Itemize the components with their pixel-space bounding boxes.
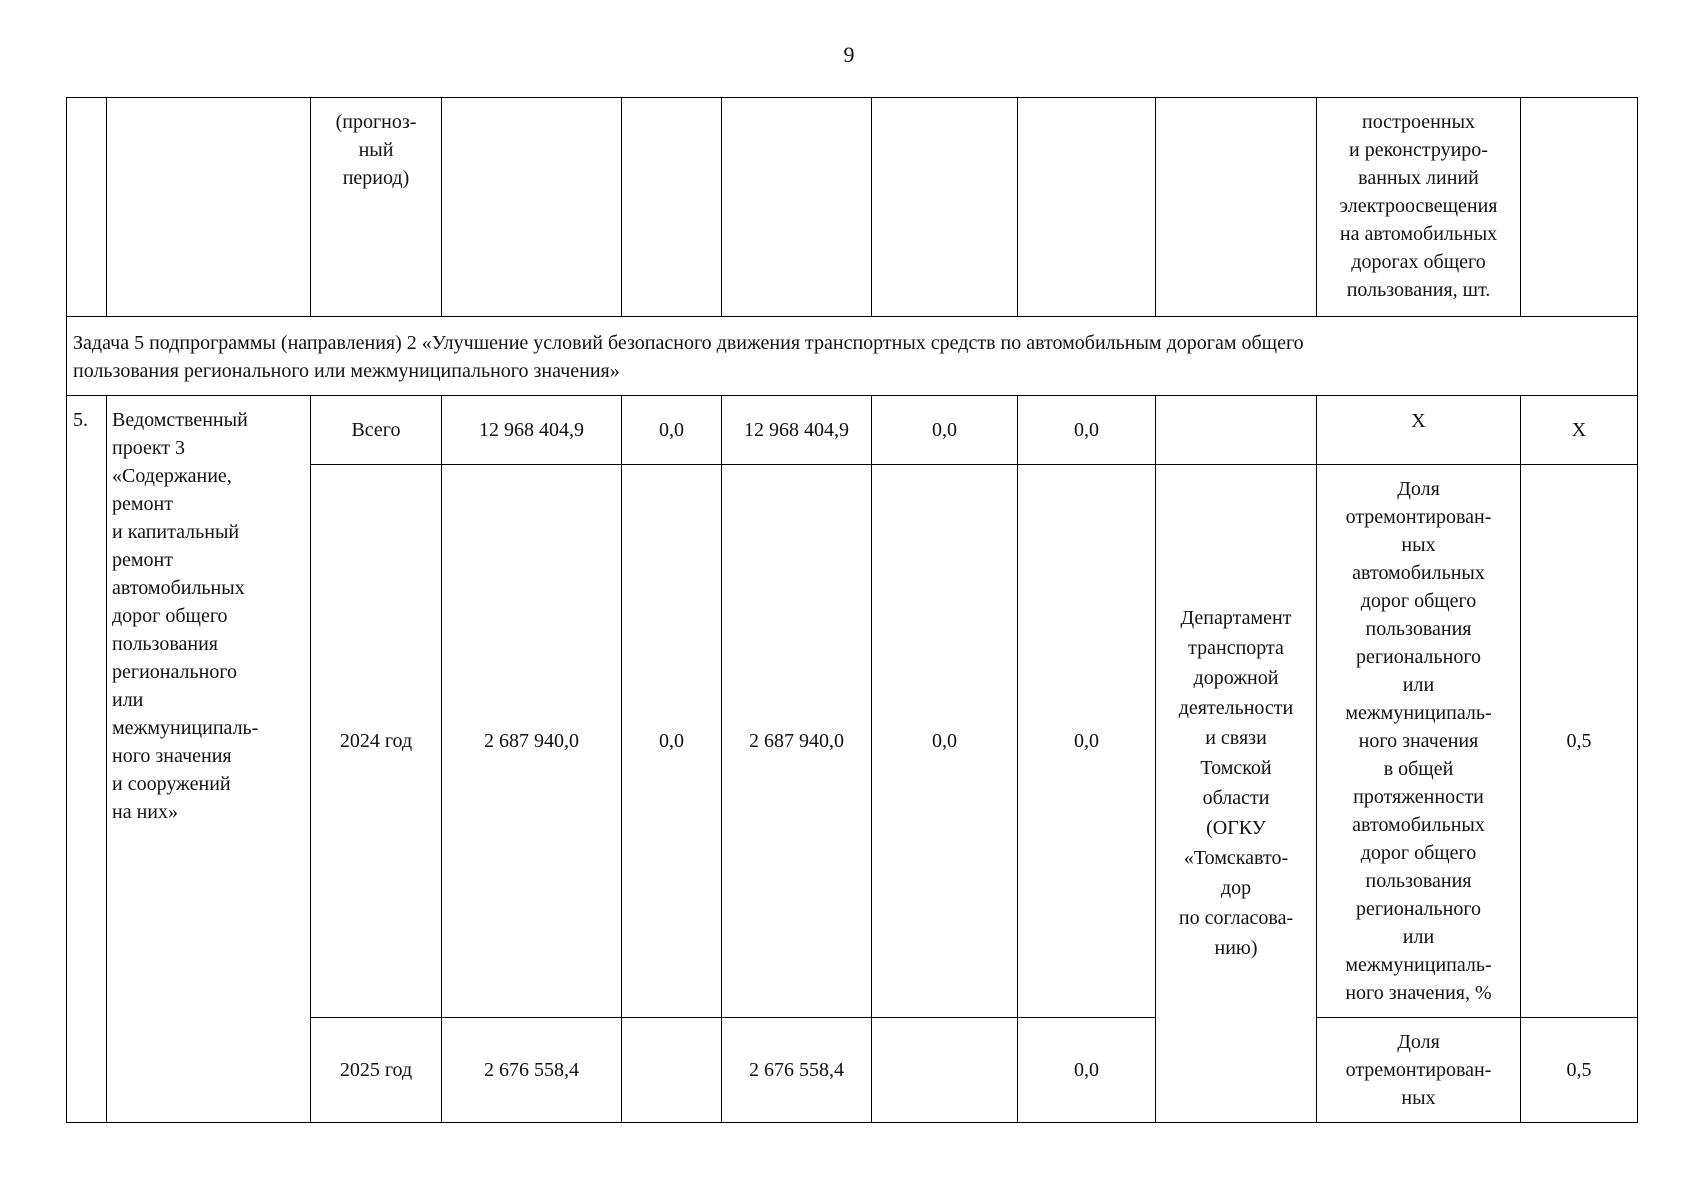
cell-empty [1521,98,1638,317]
regional-cell: 2 687 940,0 [722,465,872,1018]
federal-cell: 0,0 [622,465,722,1018]
period-cell: Всего [311,396,442,465]
page-number: 9 [843,42,855,67]
cell-empty [622,98,722,317]
indicator-cell: Х [1317,396,1521,465]
cell-empty [1018,98,1156,317]
total-cell: 12 968 404,9 [442,396,622,465]
cell-empty [107,98,311,317]
cell-indicator-continuation [1317,98,1521,317]
total-cell: 2 687 940,0 [442,465,622,1018]
regional-cell: 2 676 558,4 [722,1018,872,1123]
executor-cell-empty [1156,396,1317,465]
cell-empty [1156,98,1317,317]
cell-empty [872,98,1018,317]
executor-cell: Департамент транспорта дорожной деятельности и связи Томской области (ОГКУ «Томскавто- дор по согласова- нию) [1156,465,1317,1123]
task-heading: Задача 5 подпрограммы (направления) 2 «Улучшение условий безопасного движения транспортных средств по автомобильным дорогам общего пользования регионального или межмуниципального значения» [67,317,1638,396]
table-row-continuation [67,98,1638,317]
table-row-total [67,396,1638,465]
other-cell: 0,0 [1018,465,1156,1018]
value-cell: 0,5 [1521,1018,1638,1123]
indicator-continuation-text: построенных и реконструиро- ванных линий электроосвещения на автомобильных дорогах общего пользования, шт. [1339,111,1498,301]
table-row-task [67,317,1638,396]
local-cell: 0,0 [872,465,1018,1018]
other-cell: 0,0 [1018,1018,1156,1123]
federal-cell [622,1018,722,1123]
program-table [66,97,1638,1123]
period-forecast-text: (прогноз- ный период) [335,111,417,189]
project-title: Ведомственный проект 3 «Содержание, ремонт и капитальный ремонт автомобильных дорог общего пользования регионального или межмуниципаль- ного значения и сооружений на них» [107,396,311,1123]
value-cell: Х [1521,396,1638,465]
local-cell: 0,0 [872,396,1018,465]
local-cell [872,1018,1018,1123]
cell-empty [442,98,622,317]
total-cell: 2 676 558,4 [442,1018,622,1123]
cell-period-forecast [311,98,442,317]
cell-empty [722,98,872,317]
indicator-cell: Доля отремонтирован- ных [1317,1018,1521,1123]
period-cell: 2025 год [311,1018,442,1123]
project-number: 5. [67,396,107,1123]
value-cell: 0,5 [1521,465,1638,1018]
period-cell: 2024 год [311,465,442,1018]
regional-cell: 12 968 404,9 [722,396,872,465]
cell-empty [67,98,107,317]
other-cell: 0,0 [1018,396,1156,465]
indicator-cell: Доля отремонтирован- ных автомобильных дорог общего пользования регионального или межмуниципаль- ного значения в общей протяженности автомобильных дорог общего пользования регионального или межмуниципаль- ного значения, % [1317,465,1521,1018]
federal-cell: 0,0 [622,396,722,465]
